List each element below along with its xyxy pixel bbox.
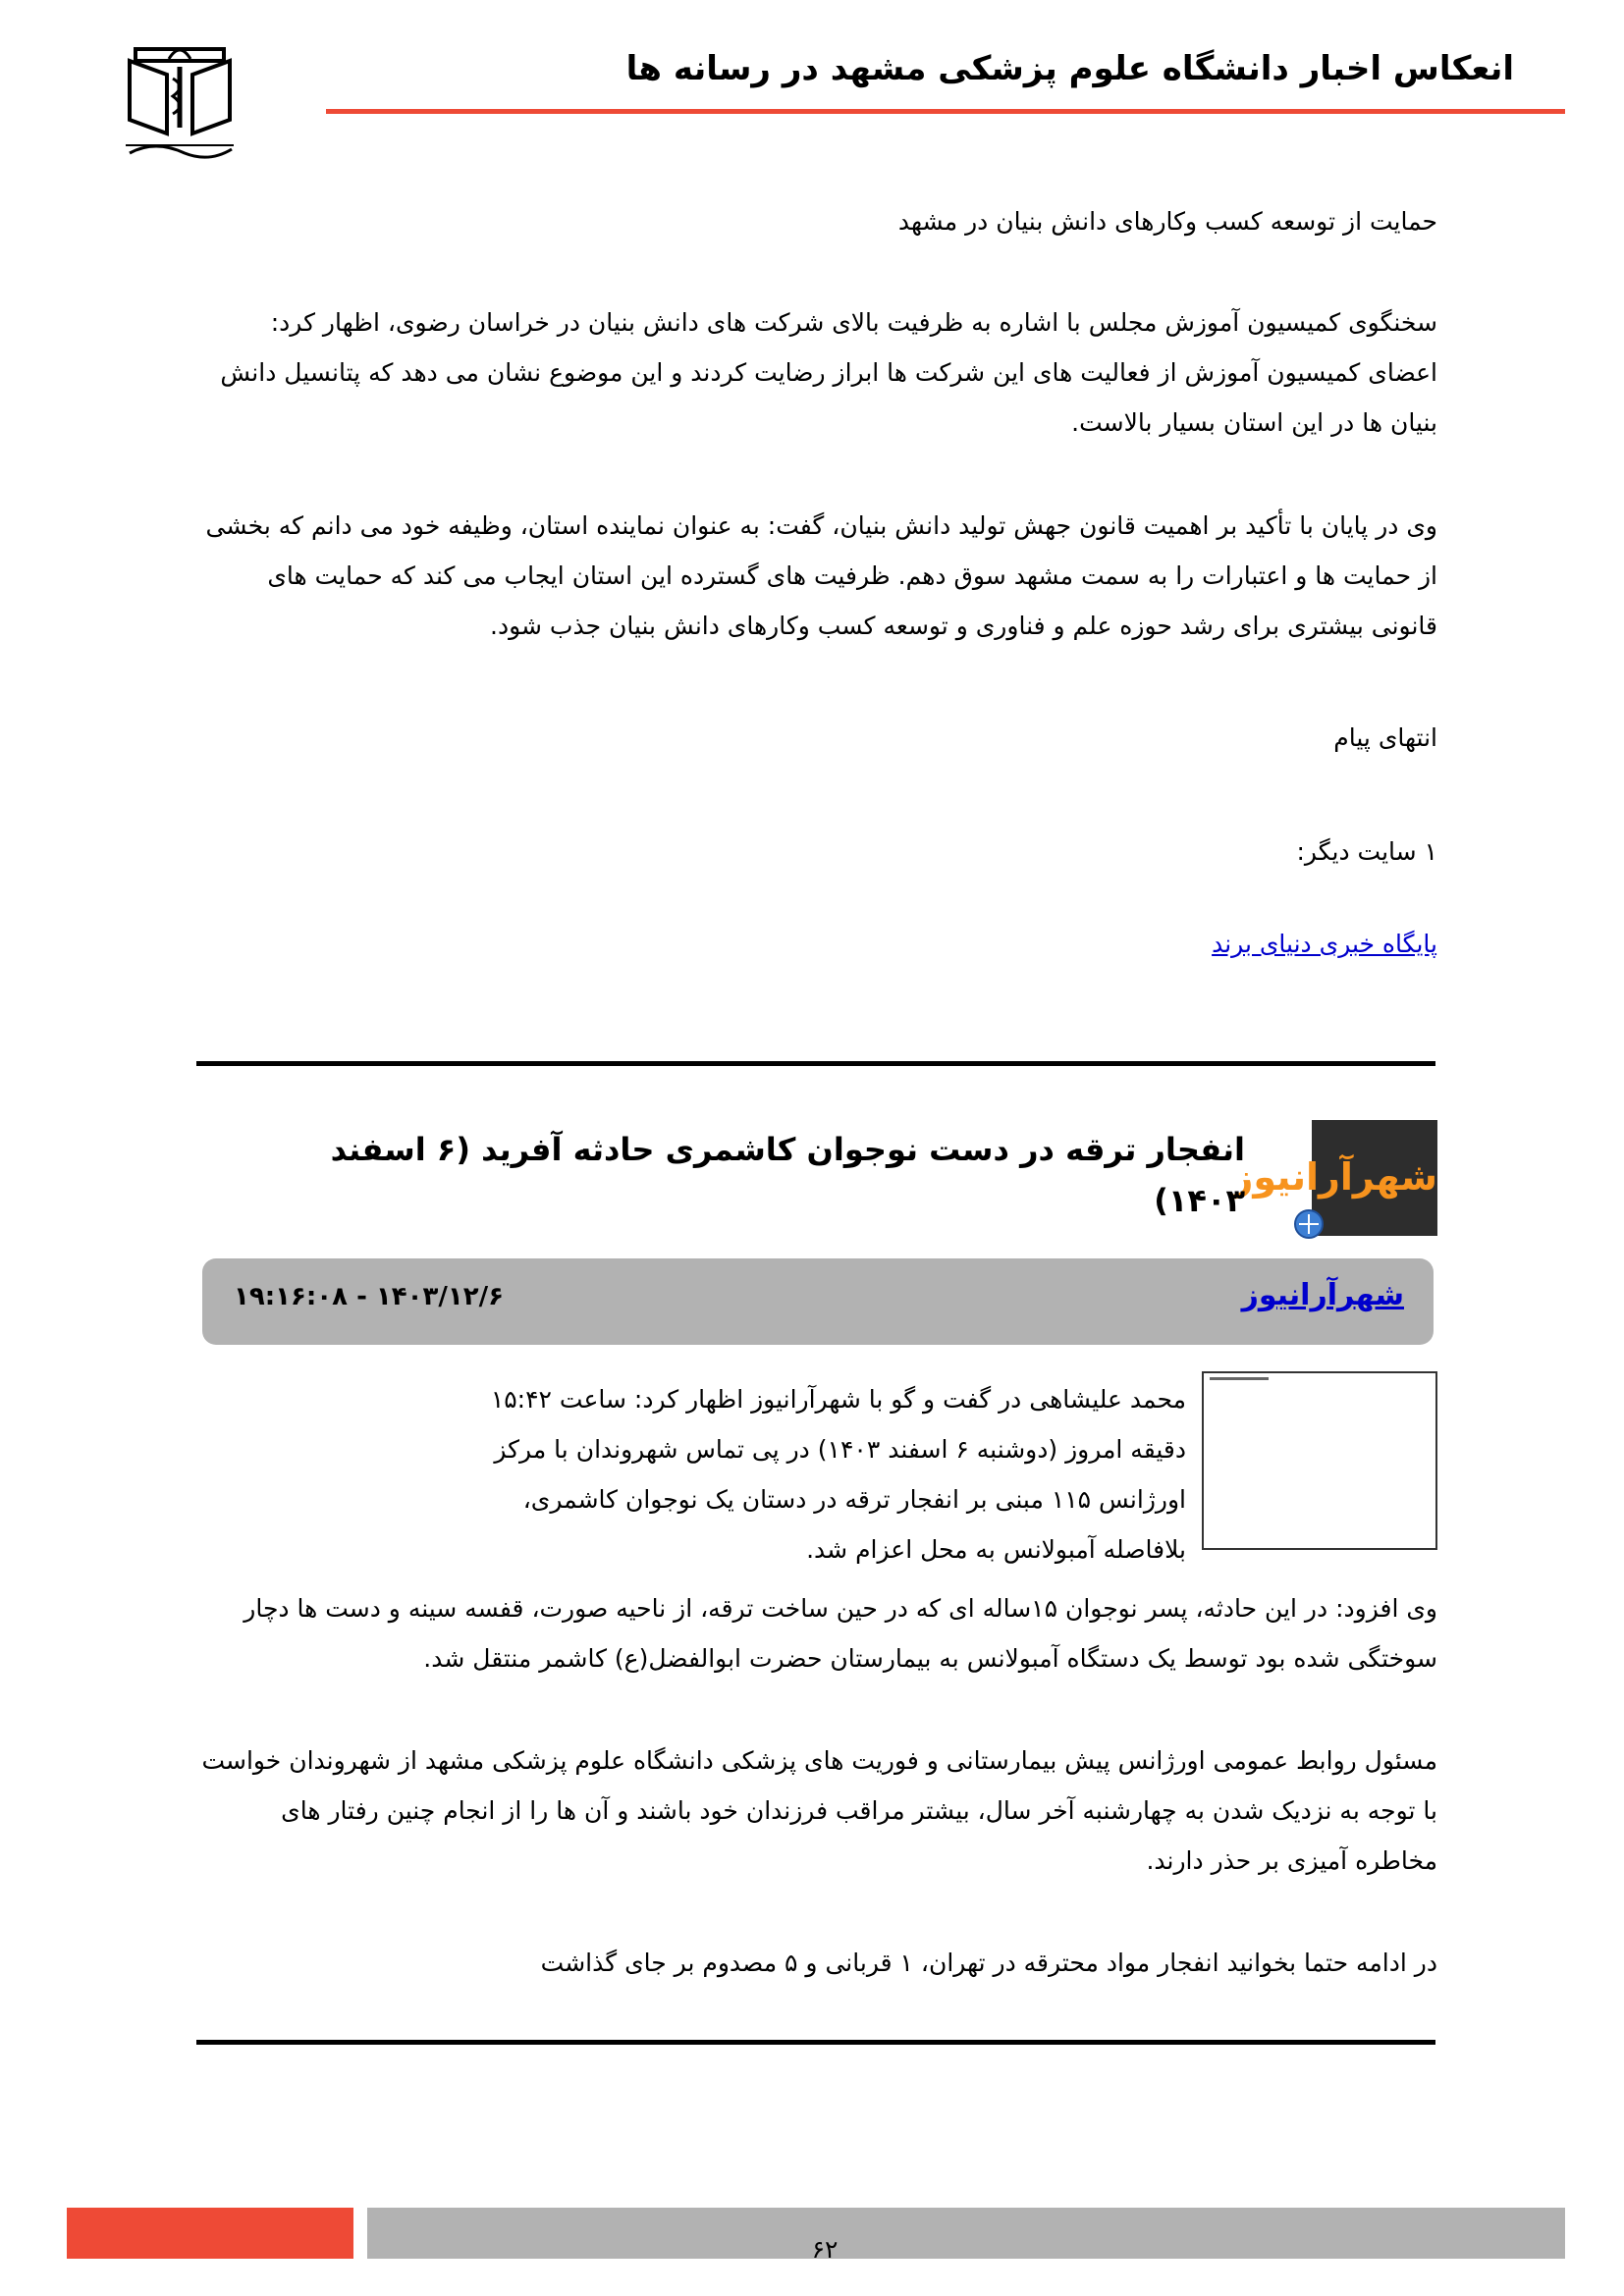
footer-bar [367,2208,1565,2259]
article-thumbnail [1202,1371,1437,1550]
other-sites-label: ۱ سایت دیگر: [1296,837,1437,866]
footer-accent-bar [67,2208,353,2259]
article-paragraph: سخنگوی کمیسیون آموزش مجلس با اشاره به ظرفیت بالای شرکت های دانش بنیان در خراسان رضوی، اظهار کرد: اعضای کمیسیون آموزش از فعالیت های این شرکت ها ابراز رضایت کردند و این موضوع نشان می دهد که پتانسیل دانش بنیان ها در این استان بسیار بالاست. [220,308,1437,437]
article-paragraph: وی افزود: در این حادثه، پسر نوجوان ۱۵ساله ای که در حین ساخت ترقه، از ناحیه صورت، قفسه سینه و دست ها دچار سوختگی شده بود توسط یک دستگاه آمبولانس به بیمارستان حضرت ابوالفضل(ع) کاشمر منتقل شد. [244,1594,1437,1673]
source-name-link[interactable]: شهرآرانیوز [1241,1278,1404,1312]
section-divider [196,1061,1435,1066]
globe-icon[interactable] [1294,1209,1324,1239]
article-subtitle: حمایت از توسعه کسب وکارهای دانش بنیان در مشهد [897,207,1437,236]
section-divider [196,2040,1435,2045]
publish-datetime: ۱۴۰۳/۱۲/۶ - ۱۹:۱۶:۰۸ [234,1282,504,1311]
article-paragraph: وی در پایان با تأکید بر اهمیت قانون جهش تولید دانش بنیان، گفت: به عنوان نماینده استان، وظیفه خود می دانم که بخشی از حمایت ها و اعتبارات را به سمت مشهد سوق دهم. ظرفیت های گسترده این استان ایجاب می کند که حمایت های قانونی بیشتری برای رشد حوزه علم و فناوری و توسعه کسب وکارهای دانش بنیان جذب شود. [205,511,1437,640]
article-paragraph: در ادامه حتما بخوانید انفجار مواد محترقه در تهران، ۱ قربانی و ۵ مصدوم بر جای گذاشت [540,1949,1437,1977]
page-header-title: انعکاس اخبار دانشگاه علوم پزشکی مشهد در رسانه ها [625,49,1514,88]
source-logo-icon: شهرآرانیوز [1312,1120,1437,1236]
header-divider [326,109,1565,114]
article-paragraph: مسئول روابط عمومی اورژانس پیش بیمارستانی و فوریت های پزشکی دانشگاه علوم پزشکی مشهد از شهروندان خواست با توجه به نزدیک شدن به چهارشنبه آخر سال، بیشتر مراقب فرزندان خود باشند و آن ها را از انجام چنین رفتار های مخاطره آمیزی بر حذر دارند. [201,1746,1437,1875]
article-lead: محمد علیشاهی در گفت و گو با شهرآرانیوز اظهار کرد: ساعت ۱۵:۴۲ دقیقه امروز (دوشنبه ۶ اسفند ۱۴۰۳) در پی تماس شهروندان با مرکز اورژانس ۱۱۵ مبنی بر انفجار ترقه در دستان یک نوجوان کاشمری، بلافاصله آمبولانس به محل اعزام شد. [490,1385,1186,1564]
page-number: ۶۲ [811,2235,839,2264]
article-title: انفجار ترقه در دست نوجوان کاشمری حادثه آفرید (۶ اسفند ۱۴۰۳) [330,1131,1245,1219]
source-bar [202,1258,1434,1345]
end-of-message: انتهای پیام [1333,723,1437,752]
university-logo-icon [116,37,244,165]
other-site-link[interactable]: پایگاه خبری دنیای برند [1212,930,1437,958]
